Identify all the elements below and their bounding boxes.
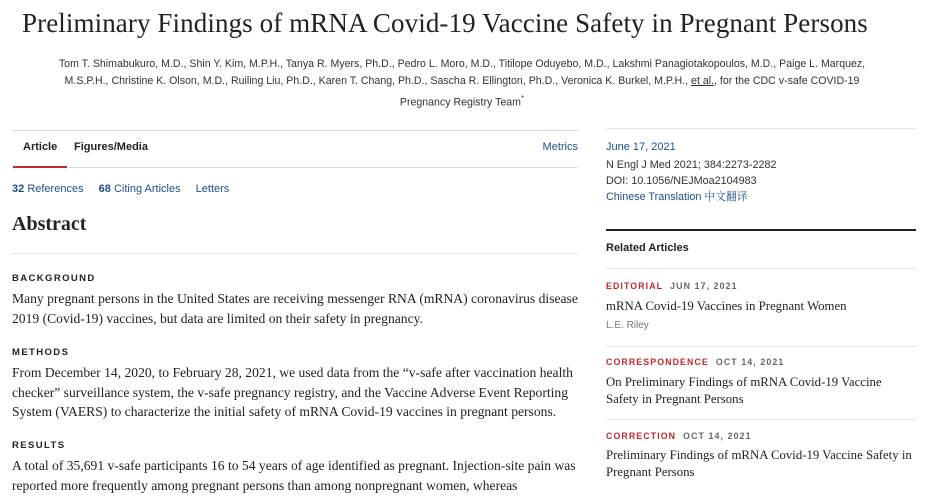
authors-line-1: Tom T. Shimabukuro, M.D., Shin Y. Kim, M.P.H., Tanya R. Myers, Ph.D., Pedro L. Moro, M.D., Titilope Oduyebo, M.D., Lakshmi Panagiotakopoulos, M.D., Paige L. Marquez, bbox=[58, 58, 866, 70]
citing-articles-link[interactable] bbox=[99, 183, 181, 195]
authors-line-2-text: M.S.P.H., Christine K. Olson, M.D., Ruiling Liu, Ph.D., Karen T. Chang, Ph.D., Sascha R. Ellington, Ph.D., Veronica K. Burkel, M.P.H., bbox=[64, 75, 689, 87]
section-label-results: RESULTS bbox=[12, 440, 66, 451]
citation-block bbox=[606, 157, 916, 205]
citing-count: 68 bbox=[98, 183, 111, 195]
authors-line-2 bbox=[14, 73, 910, 90]
related-kind: EDITORIAL bbox=[606, 281, 664, 291]
abstract-heading: Abstract bbox=[12, 213, 87, 235]
letters-link[interactable]: Letters bbox=[195, 183, 230, 195]
related-author: L.E. Riley bbox=[606, 320, 649, 331]
abstract-divider bbox=[12, 253, 578, 254]
sidebar-top-divider bbox=[606, 128, 916, 129]
related-item-divider bbox=[606, 419, 916, 420]
section-text-background: Many pregnant persons in the United States are receiving messenger RNA (mRNA) coronavirus disease 2019 (Covid-19) vaccines, but data are limited on their safety in pregnancy. bbox=[12, 291, 578, 326]
section-label-methods: METHODS bbox=[12, 347, 70, 358]
related-divider bbox=[606, 229, 916, 231]
authors-line-2-suffix: , for the CDC v-safe COVID-19 bbox=[714, 75, 860, 87]
registry-team-text: Pregnancy Registry Team bbox=[399, 96, 521, 109]
article-tabs bbox=[12, 130, 578, 168]
reference-links bbox=[12, 183, 241, 195]
related-date: OCT 14, 2021 bbox=[715, 357, 785, 367]
related-item-divider bbox=[606, 268, 916, 269]
references-link[interactable] bbox=[12, 183, 84, 195]
chinese-translation-link[interactable]: Chinese Translation 中文翻译 bbox=[606, 191, 748, 203]
references-count: 32 bbox=[12, 183, 25, 195]
related-articles-heading: Related Articles bbox=[606, 242, 689, 254]
tab-metrics[interactable]: Metrics bbox=[542, 141, 578, 153]
related-kind: CORRESPONDENCE bbox=[606, 357, 709, 367]
publication-date[interactable]: June 17, 2021 bbox=[606, 141, 676, 153]
section-label-background: BACKGROUND bbox=[12, 273, 96, 284]
article-title: Preliminary Findings of mRNA Covid-19 Vaccine Safety in Pregnant Persons bbox=[22, 8, 868, 38]
tab-figures-media[interactable]: Figures/Media bbox=[74, 141, 148, 153]
related-title-correspondence[interactable]: On Preliminary Findings of mRNA Covid-19 Vaccine Safety in Pregnant Persons bbox=[606, 375, 882, 406]
journal-citation: N Engl J Med 2021; 384:2273-2282 bbox=[606, 159, 777, 171]
author-list bbox=[14, 56, 910, 112]
footnote-asterisk[interactable]: * bbox=[520, 94, 525, 103]
citing-label: Citing Articles bbox=[113, 183, 181, 195]
related-item-meta bbox=[606, 431, 752, 441]
related-date: OCT 14, 2021 bbox=[683, 431, 752, 441]
tab-article[interactable]: Article bbox=[23, 141, 58, 153]
related-item-meta bbox=[606, 281, 738, 291]
references-label: References bbox=[27, 183, 84, 195]
related-item-divider bbox=[606, 346, 916, 347]
section-text-results: A total of 35,691 v-safe participants 16 to 54 years of age identified as pregnant. Injection-site pain was reported more frequently among pregnant persons than among nonpregnant women, whereas bbox=[12, 458, 576, 493]
related-kind: CORRECTION bbox=[606, 431, 677, 441]
doi-text: DOI: 10.1056/NEJMoa2104983 bbox=[606, 175, 757, 187]
related-date: JUN 17, 2021 bbox=[670, 281, 738, 291]
related-item-meta bbox=[606, 357, 784, 367]
authors-line-3 bbox=[14, 90, 910, 112]
section-text-methods: From December 14, 2020, to February 28, 2021, we used data from the “v-safe after vaccination health checker” surveillance system, the v-safe pregnancy registry, and the Vaccine Adverse Event Reporting System (VAERS) to characterize the initial safety of mRNA Covid-19 vaccines in pregnant persons. bbox=[12, 365, 573, 419]
related-title-editorial[interactable]: mRNA Covid-19 Vaccines in Pregnant Women bbox=[606, 299, 847, 313]
related-title-correction[interactable]: Preliminary Findings of mRNA Covid-19 Vaccine Safety in Pregnant Persons bbox=[606, 448, 912, 479]
et-al-link[interactable]: et al. bbox=[691, 75, 715, 87]
